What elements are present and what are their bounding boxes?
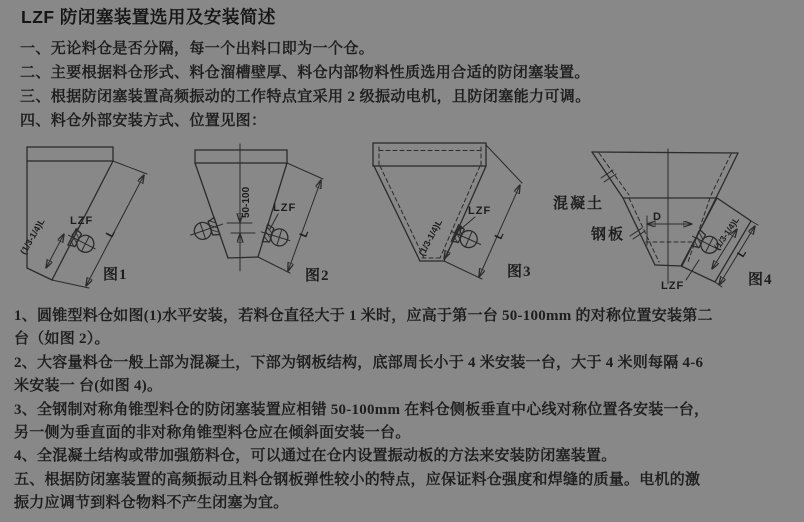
dim-partial-label: (1/3-1/4)L <box>416 217 445 258</box>
partial-dimension <box>712 215 741 269</box>
note-line: 2、大容量料仓一般上部为混凝土，下部为钢板结构，底部周长小于 4 米安装一台，大于 4 米则每隔 4-6 <box>14 354 704 371</box>
dim-length-label: L <box>103 227 119 240</box>
note-line: 1、圆锥型料仓如图(1)水平安装，若料仓直径大于 1 米时，应高于第一台 50-100mm 的对称位置安装第二 <box>14 308 713 324</box>
figure-3-diagram <box>358 133 543 291</box>
note-line: 台（如图 2）。 <box>14 331 110 348</box>
intro-list <box>20 37 591 133</box>
hopper-outline <box>592 149 738 284</box>
figure-4-diagram <box>545 132 803 292</box>
intro-item-3: 三、根据防闭塞装置高频振动的工作特点宜采用 2 级振动电机，且防闭塞能力可调。 <box>20 89 591 105</box>
note-line: 4、全混凝土结构或带加强筋料仓，可以通过在仓内设置振动板的方法来安装防闭塞装置。 <box>14 448 617 465</box>
material-lower-label: 钢板 <box>591 227 626 243</box>
figure-1-diagram <box>8 138 178 293</box>
note-line: 五、根据防闭塞装置的高频振动且料仓钢板弹性较小的特点，应保证料仓强度和焊缝的质量。电机的激 <box>14 471 701 488</box>
lzf-motor-icon <box>64 227 99 257</box>
dim-partial-label: (1/3-1/4)L <box>711 215 742 252</box>
width-dimension <box>646 211 695 245</box>
note-line: 米安装一 台(如图 4)。 <box>14 378 163 395</box>
figure-caption: 图4 <box>748 272 773 288</box>
lzf-device-label: LZF <box>70 215 94 227</box>
figure-caption: 图3 <box>507 264 532 280</box>
dim-partial-label: (1/3-1/4)L <box>18 216 47 257</box>
figure-caption: 图2 <box>305 268 330 284</box>
dim-offset-label: 50-100 <box>241 186 252 218</box>
lzf-motor-icon-right <box>259 223 293 249</box>
partial-dimension <box>417 217 461 259</box>
lzf-leader-line <box>686 260 699 280</box>
dim-length-label: L <box>735 246 750 260</box>
dim-length-label: L <box>492 229 507 242</box>
note-line: 另一侧为垂直面的非对称角锥型料仓应在倾斜面安装一台。 <box>14 425 411 442</box>
figure-caption: 图1 <box>103 267 128 283</box>
intro-item-1: 一、无论料仓是否分隔，每一个出料口即为一个仓。 <box>20 41 375 57</box>
intro-item-2: 二、主要根据料仓形式、料仓溜槽壁厚、料仓内部物料性质选用合适的防闭塞装置。 <box>20 65 590 81</box>
dim-length-label: L <box>297 227 312 240</box>
lzf-device-label: LZF <box>661 280 685 292</box>
note-line: 振力应调节到料仓物料不产生闭塞为宜。 <box>14 495 289 512</box>
lzf-motor-icon-left <box>188 216 226 244</box>
intro-item-4: 四、料仓外部安装方式、位置见图： <box>20 113 267 129</box>
offset-dimension <box>227 186 255 246</box>
material-upper-label: 混凝土 <box>553 196 605 212</box>
lzf-device-label: LZF <box>273 202 297 214</box>
notes-section <box>14 305 713 516</box>
partial-dimension <box>18 216 64 268</box>
length-dimension <box>258 163 323 273</box>
dim-width-label: D <box>653 211 662 223</box>
lzf-device-label: LZF <box>468 205 492 217</box>
length-dimension <box>52 161 147 288</box>
note-line: 3、全钢制对称角锥型料仓的防闭塞装置应相错 50-100mm 在料仓侧板垂直中心线对称位置各安装一台， <box>14 401 710 418</box>
page-title: LZF 防闭塞装置选用及安装简述 <box>21 7 276 27</box>
figure-2-diagram <box>183 138 348 293</box>
